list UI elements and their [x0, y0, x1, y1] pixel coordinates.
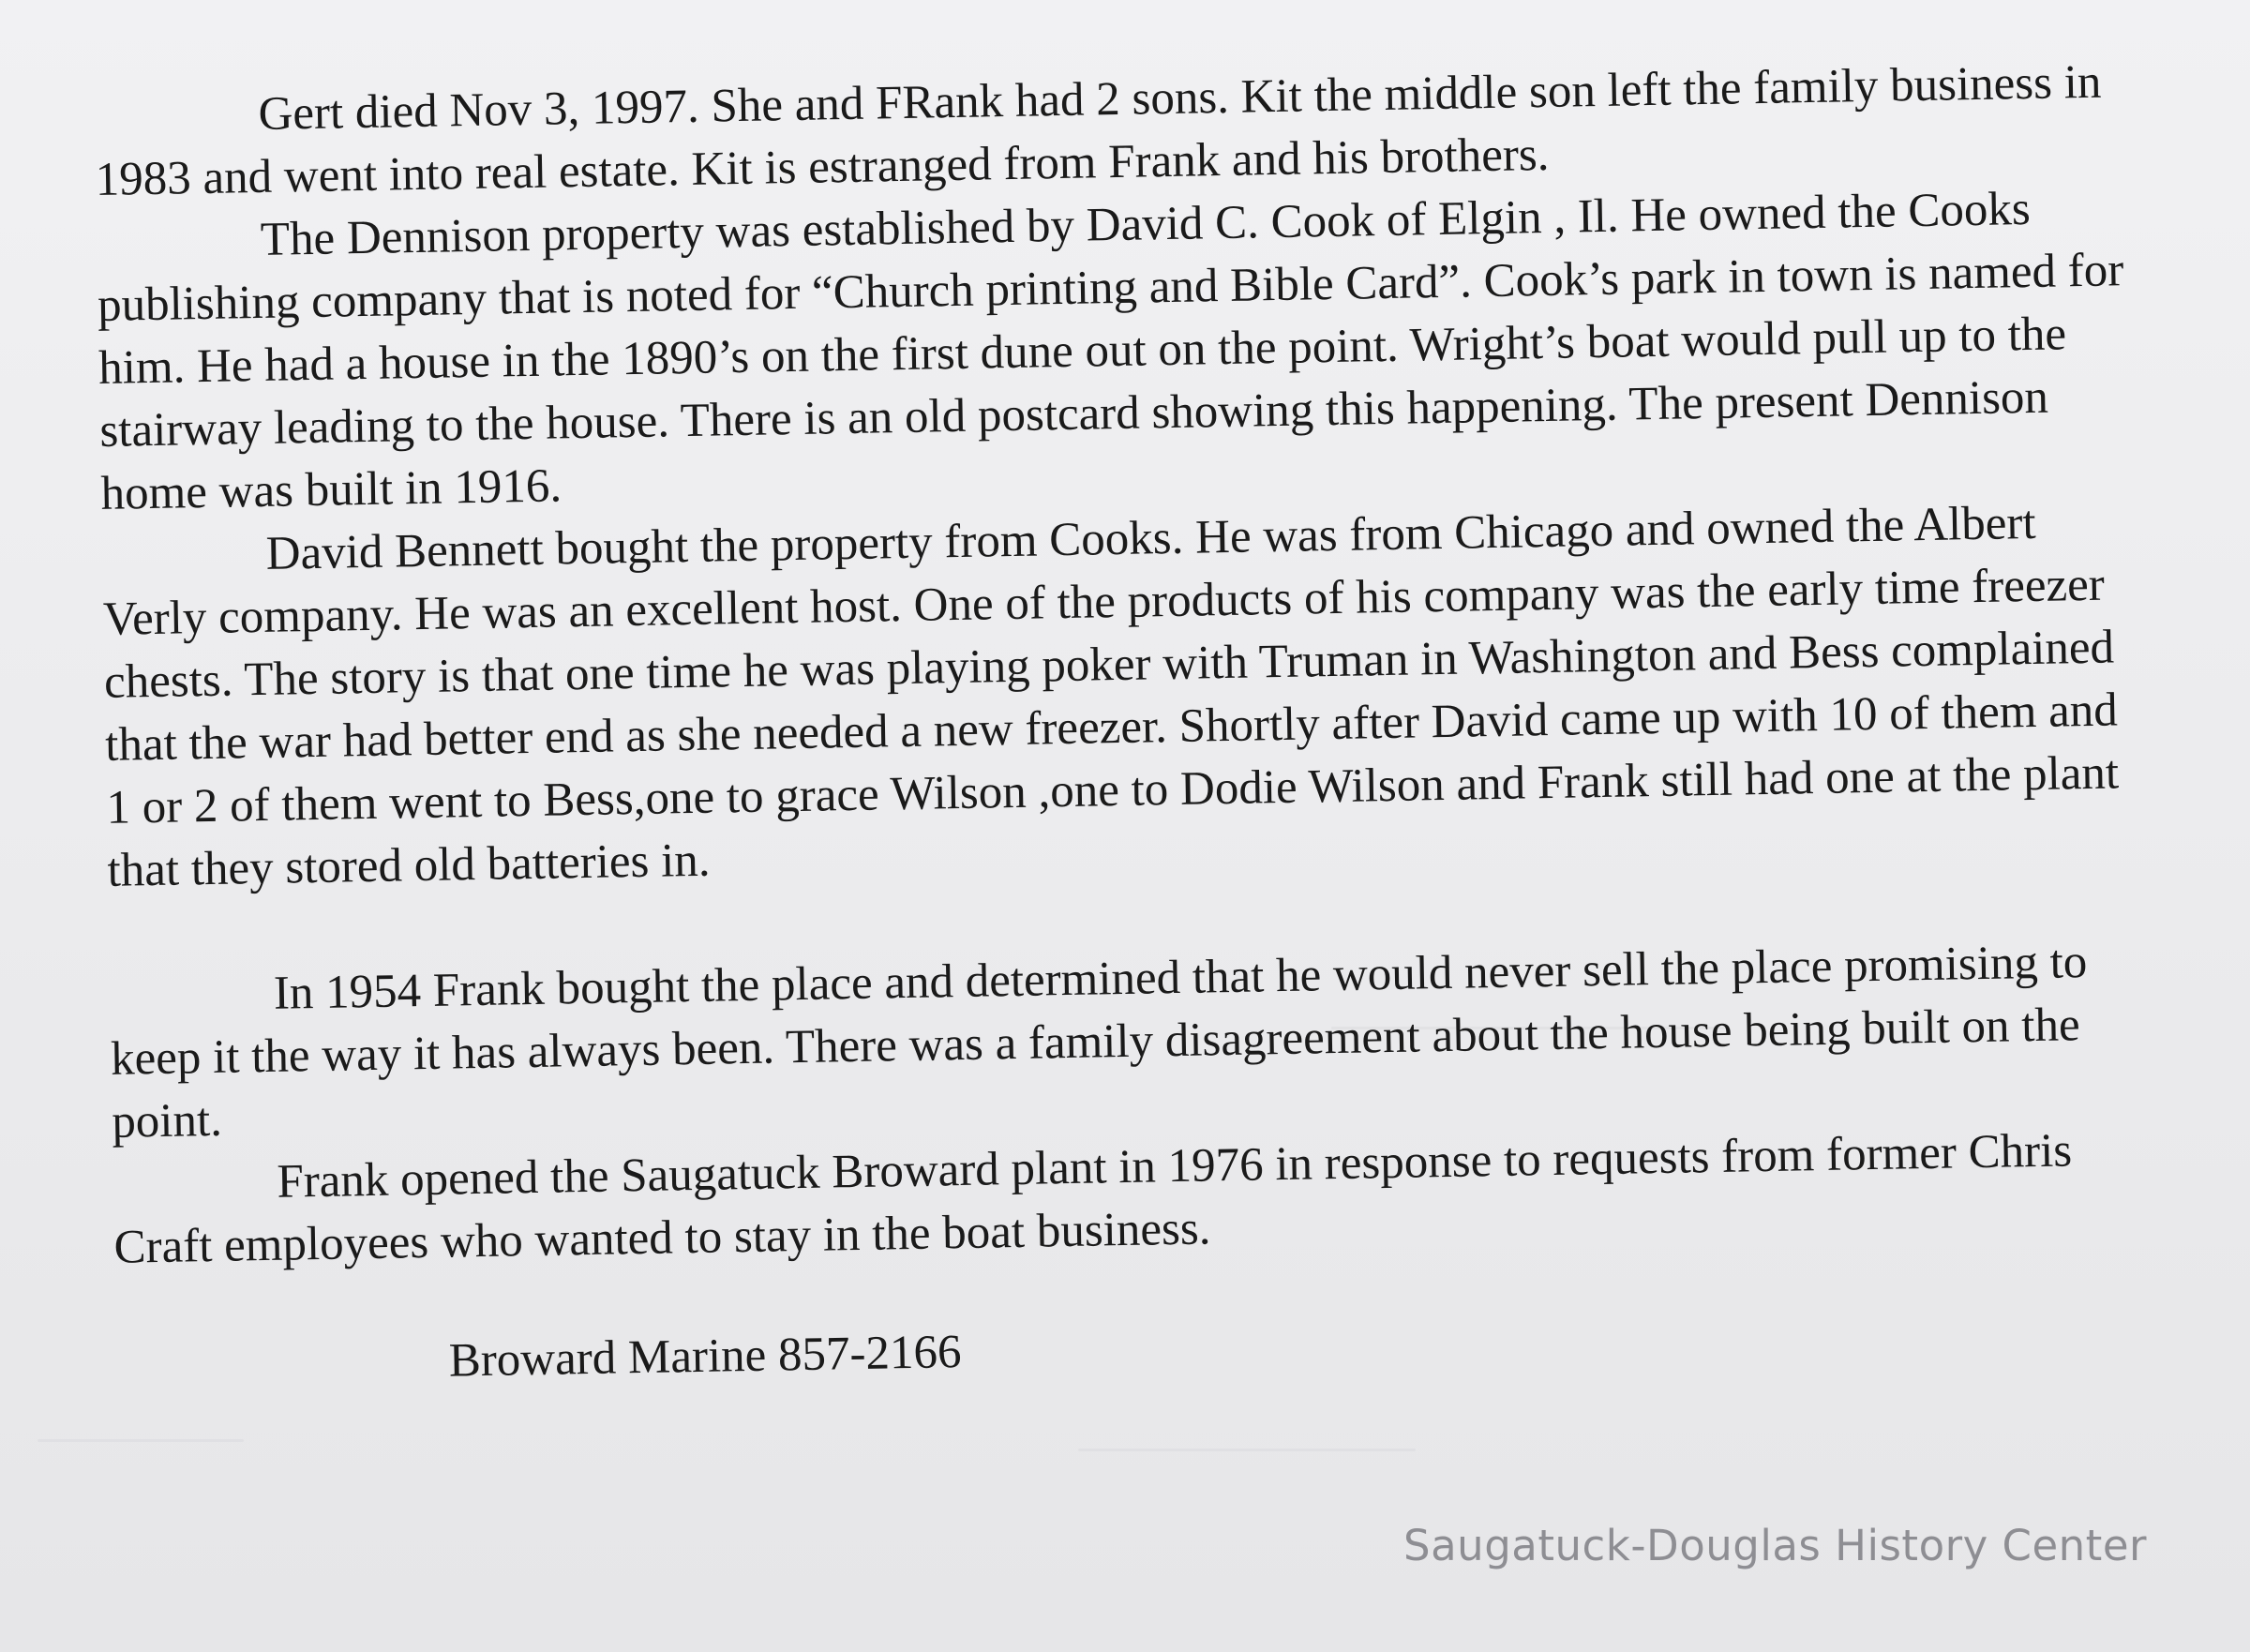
- paragraph-dennison-property: The Dennison property was established by David C. Cook of Elgin , Il. He owned the Cooks publishing company that is noted for “Church printing and Bible Card”. Cook’s park in town is named for him. He had a house in the 1890’s on the first dune out on the point. Wright’s boat would pull up to the stairway leading to the house. There is an old postcard showing this happening. The present Dennison home was built in 1916.: [97, 182, 2124, 520]
- paragraph-1954-purchase: In 1954 Frank bought the place and determined that he would never sell the place promising to keep it the way it has always been. There was a family disagreement about the house being built on the point.: [110, 936, 2088, 1149]
- bleed-through-mark: [1078, 1449, 1416, 1451]
- paragraph-david-bennett: David Bennett bought the property from Cooks. He was from Chicago and owned the Albert Verly company. He was an excellent host. One of the products of his company was the early time freezer chests. The story is that one time he was playing poker with Truman in Washington and Bess complained that the war had better end as she needed a new freezer. Shortly after David came up with 10 of them and 1 or 2 of them went to Bess,one to grace Wilson ,one to Dodie Wilson and Frank still had one at the plant that they stored old batteries in.: [102, 496, 2120, 897]
- paragraph-gert: Gert died Nov 3, 1997. She and FRank had 2 sons. Kit the middle son left the family business in 1983 and went into real estate. Kit is estranged from Frank and his brothers.: [95, 55, 2102, 206]
- watermark-text: Saugatuck-Douglas History Center: [1403, 1521, 2147, 1570]
- bleed-through-mark: [38, 1439, 244, 1442]
- paragraph-saugatuck-plant: Frank opened the Saugatuck Broward plant in 1976 in response to requests from former Chris Craft employees who wanted to stay in the boat business.: [113, 1124, 2073, 1274]
- typed-letter: [94, 51, 2160, 1399]
- phone-line: Broward Marine 857-2166: [448, 1326, 962, 1388]
